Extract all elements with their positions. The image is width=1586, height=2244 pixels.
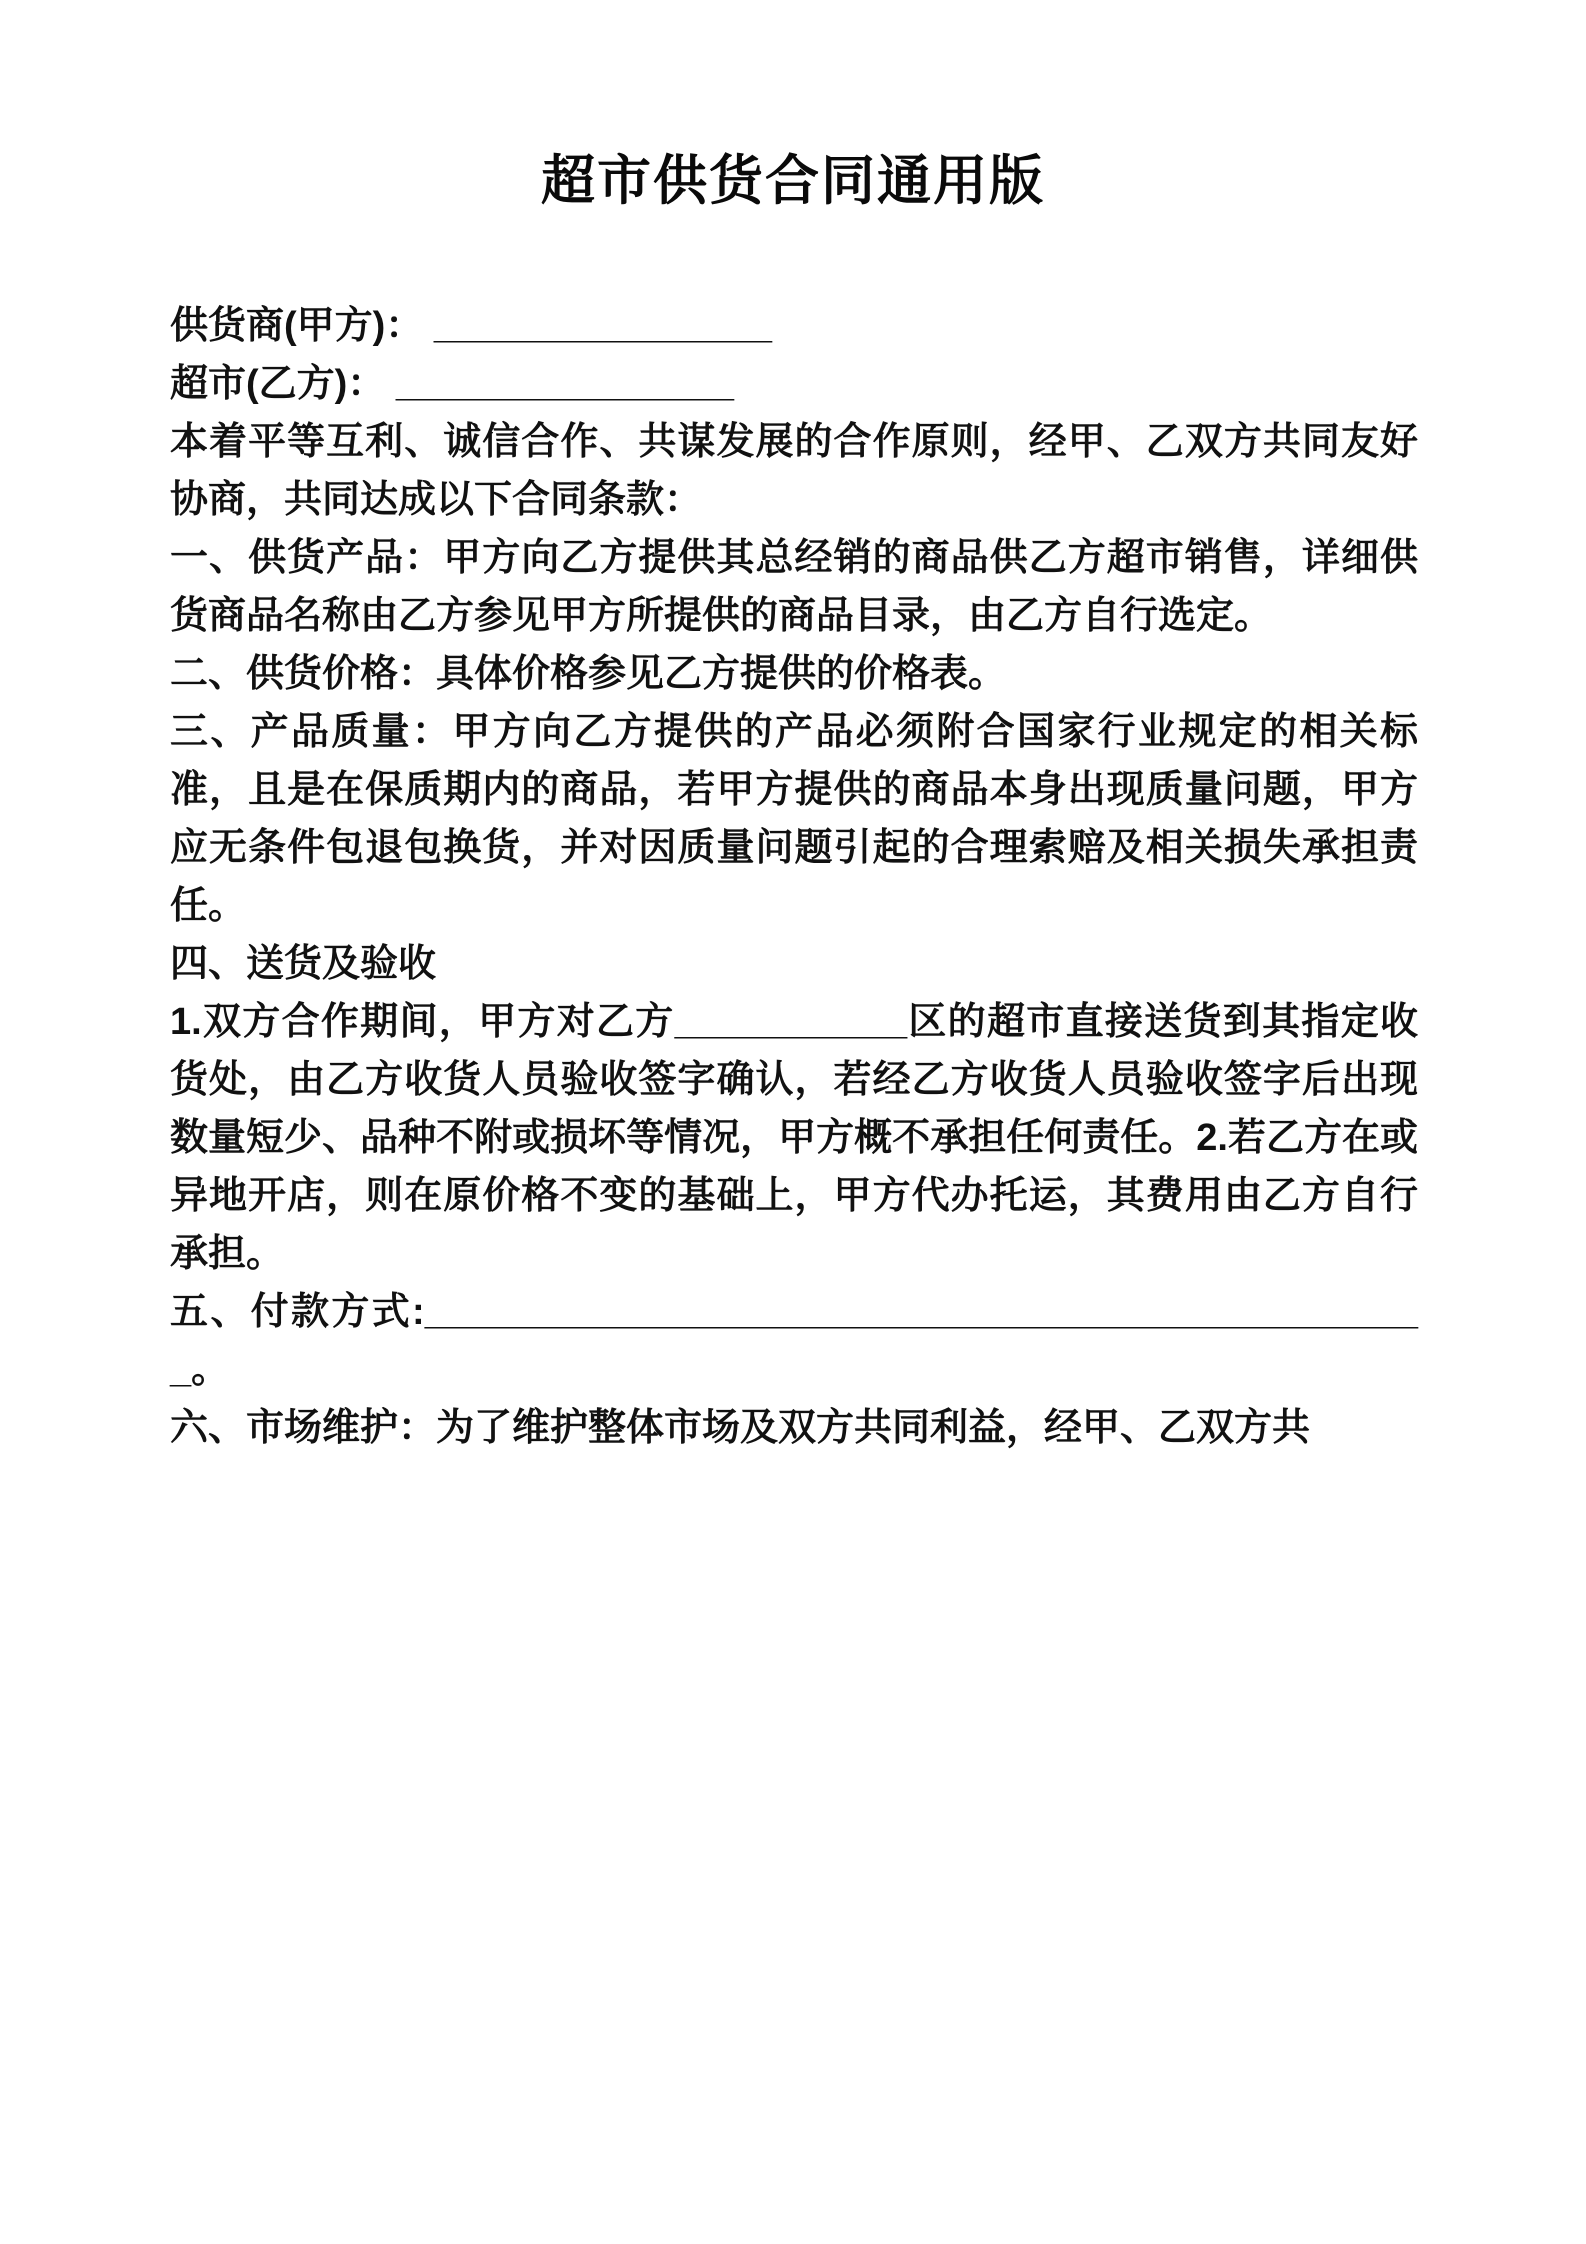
clause-6-market-maintenance: 六、市场维护：为了维护整体市场及双方共同利益，经甲、乙双方共 — [170, 1407, 1311, 1449]
clause-1-supply-products: 一、供货产品：甲方向乙方提供其总经销的商品供乙方超市销售，详细供货商品名称由乙方参见甲方所提供的商品目录，由乙方自行选定。 — [170, 537, 1418, 637]
preamble-paragraph: 本着平等互利、诚信合作、共谋发展的合作原则，经甲、乙双方共同友好协商，共同达成以下合同条款： — [170, 421, 1418, 521]
contract-body — [0, 215, 1586, 1457]
supplier-party-line: 供货商(甲方)： ________________ — [170, 305, 773, 347]
clause-2-supply-price: 二、供货价格：具体价格参见乙方提供的价格表。 — [170, 653, 1007, 695]
supermarket-party-line: 超市(乙方)： ________________ — [170, 363, 735, 405]
document-title: 超市供货合同通用版 — [541, 151, 1045, 211]
clause-4-delivery-terms: 1.双方合作期间，甲方对乙方___________区的超市直接送货到其指定收货处，由乙方收货人员验收签字确认，若经乙方收货人员验收签字后出现数量短少、品种不附或损坏等情况，甲方概不承担任何责任。2.若乙方在或异地开店，则在原价格不变的基础上，甲方代办托运，其费用由乙方自行承担。 — [170, 1001, 1418, 1275]
clause-5-payment-method: 五、付款方式:________________________________________________。 — [170, 1291, 1418, 1391]
clause-4-heading-delivery-acceptance: 四、送货及验收 — [170, 943, 437, 985]
clause-3-product-quality: 三、产品质量：甲方向乙方提供的产品必须附合国家行业规定的相关标准，且是在保质期内的商品，若甲方提供的商品本身出现质量问题，甲方应无条件包退包换货，并对因质量问题引起的合理索赔及相关损失承担责任。 — [170, 711, 1418, 927]
